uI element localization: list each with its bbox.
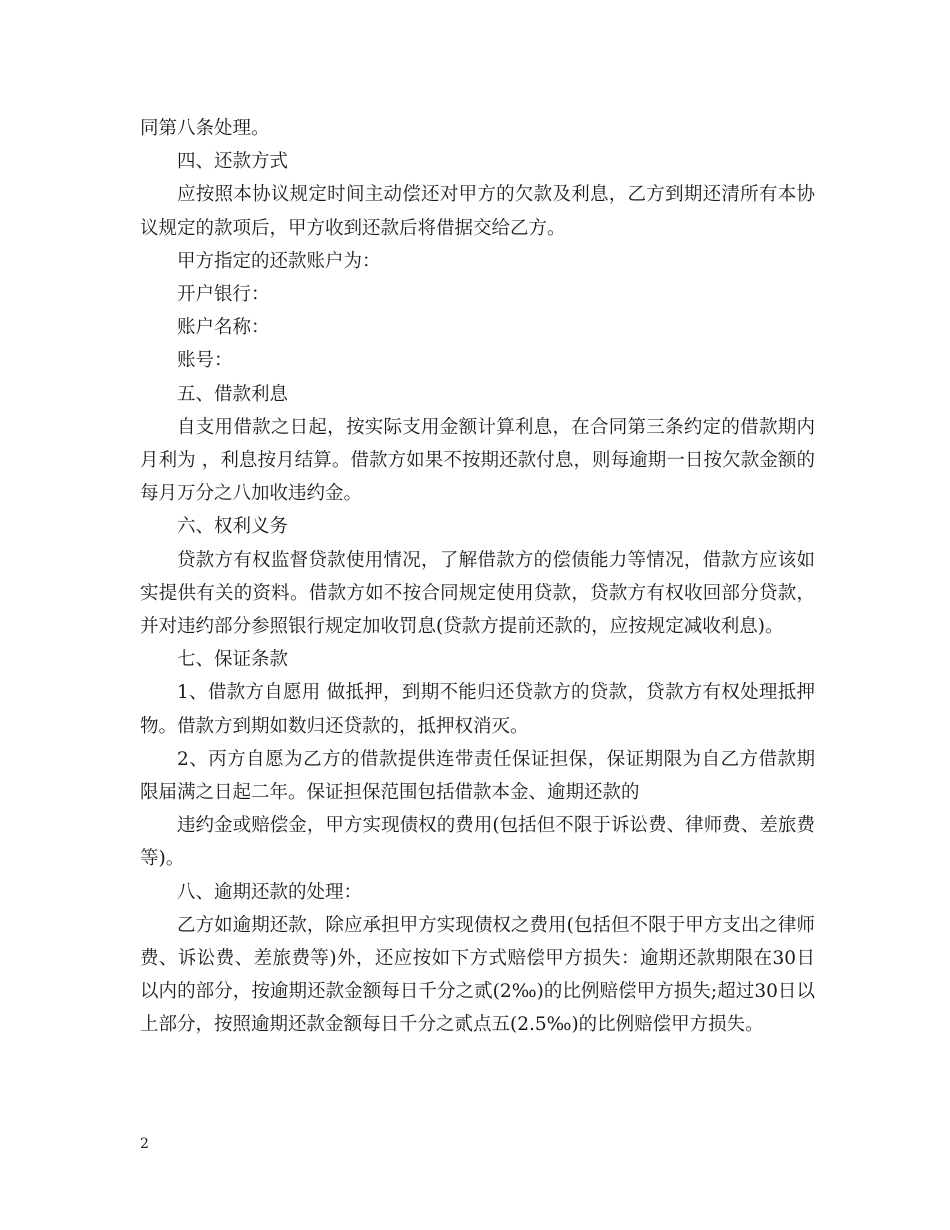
page-number: 2 (140, 1136, 149, 1152)
paragraph-guarantee-joint-liability: 2、丙方自愿为乙方的借款提供连带责任保证担保，保证期限为自乙方借款期限届满之日起二年。保证担保范围包括借款本金、逾期还款的 (140, 748, 815, 804)
paragraph-continuation: 同第八条处理。 (140, 118, 270, 139)
field-account-number: 账号： (177, 350, 233, 372)
field-account-name: 账户名称： (177, 317, 270, 339)
paragraph-repayment-terms: 应按照本协议规定时间主动偿还对甲方的欠款及利息，乙方到期还清所有本协议规定的款项后，甲方收到还款后将借据交给乙方。 (140, 184, 815, 239)
field-bank-name: 开户银行： (177, 284, 270, 306)
paragraph-rights-obligations: 贷款方有权监督贷款使用情况，了解借款方的偿债能力等情况，借款方应该如实提供有关的资料。借款方如不按合同规定使用贷款，贷款方有权收回部分贷款，并对违约部分参照银行规定加收罚息(贷款方提前还款的，应按规定减收利息)。 (140, 549, 815, 638)
section-heading-guarantee: 七、保证条款 (177, 649, 289, 671)
section-heading-repayment-method: 四、还款方式 (177, 151, 289, 173)
section-heading-overdue-handling: 八、逾期还款的处理： (177, 881, 363, 903)
section-heading-loan-interest: 五、借款利息 (177, 383, 289, 405)
document-body (140, 112, 815, 1042)
paragraph-guarantee-collateral: 1、借款方自愿用 做抵押，到期不能归还贷款方的贷款，贷款方有权处理抵押物。借款方到期如数归还贷款的，抵押权消灭。 (140, 682, 815, 737)
paragraph-repayment-account: 甲方指定的还款账户为： (177, 250, 381, 272)
paragraph-overdue-handling: 乙方如逾期还款，除应承担甲方实现债权之费用(包括但不限于甲方支出之律师费、诉讼费、差旅费等)外，还应按如下方式赔偿甲方损失：逾期还款期限在30日以内的部分，按逾期还款金额每日千分之贰(2‰)的比例赔偿甲方损失;超过30日以上部分，按照逾期还款金额每日千分之贰点五(2.5‰)的比例赔偿甲方损失。 (140, 914, 815, 1036)
paragraph-guarantee-scope: 违约金或赔偿金，甲方实现债权的费用(包括但不限于诉讼费、律师费、差旅费等)。 (140, 815, 815, 870)
paragraph-interest-terms: 自支用借款之日起，按实际支用金额计算利息，在合同第三条约定的借款期内月利为 ，利息按月结算。借款方如果不按期还款付息，则每逾期一日按欠款金额的每月万分之八加收违约金。 (140, 416, 815, 505)
section-heading-rights-obligations: 六、权利义务 (177, 516, 289, 538)
